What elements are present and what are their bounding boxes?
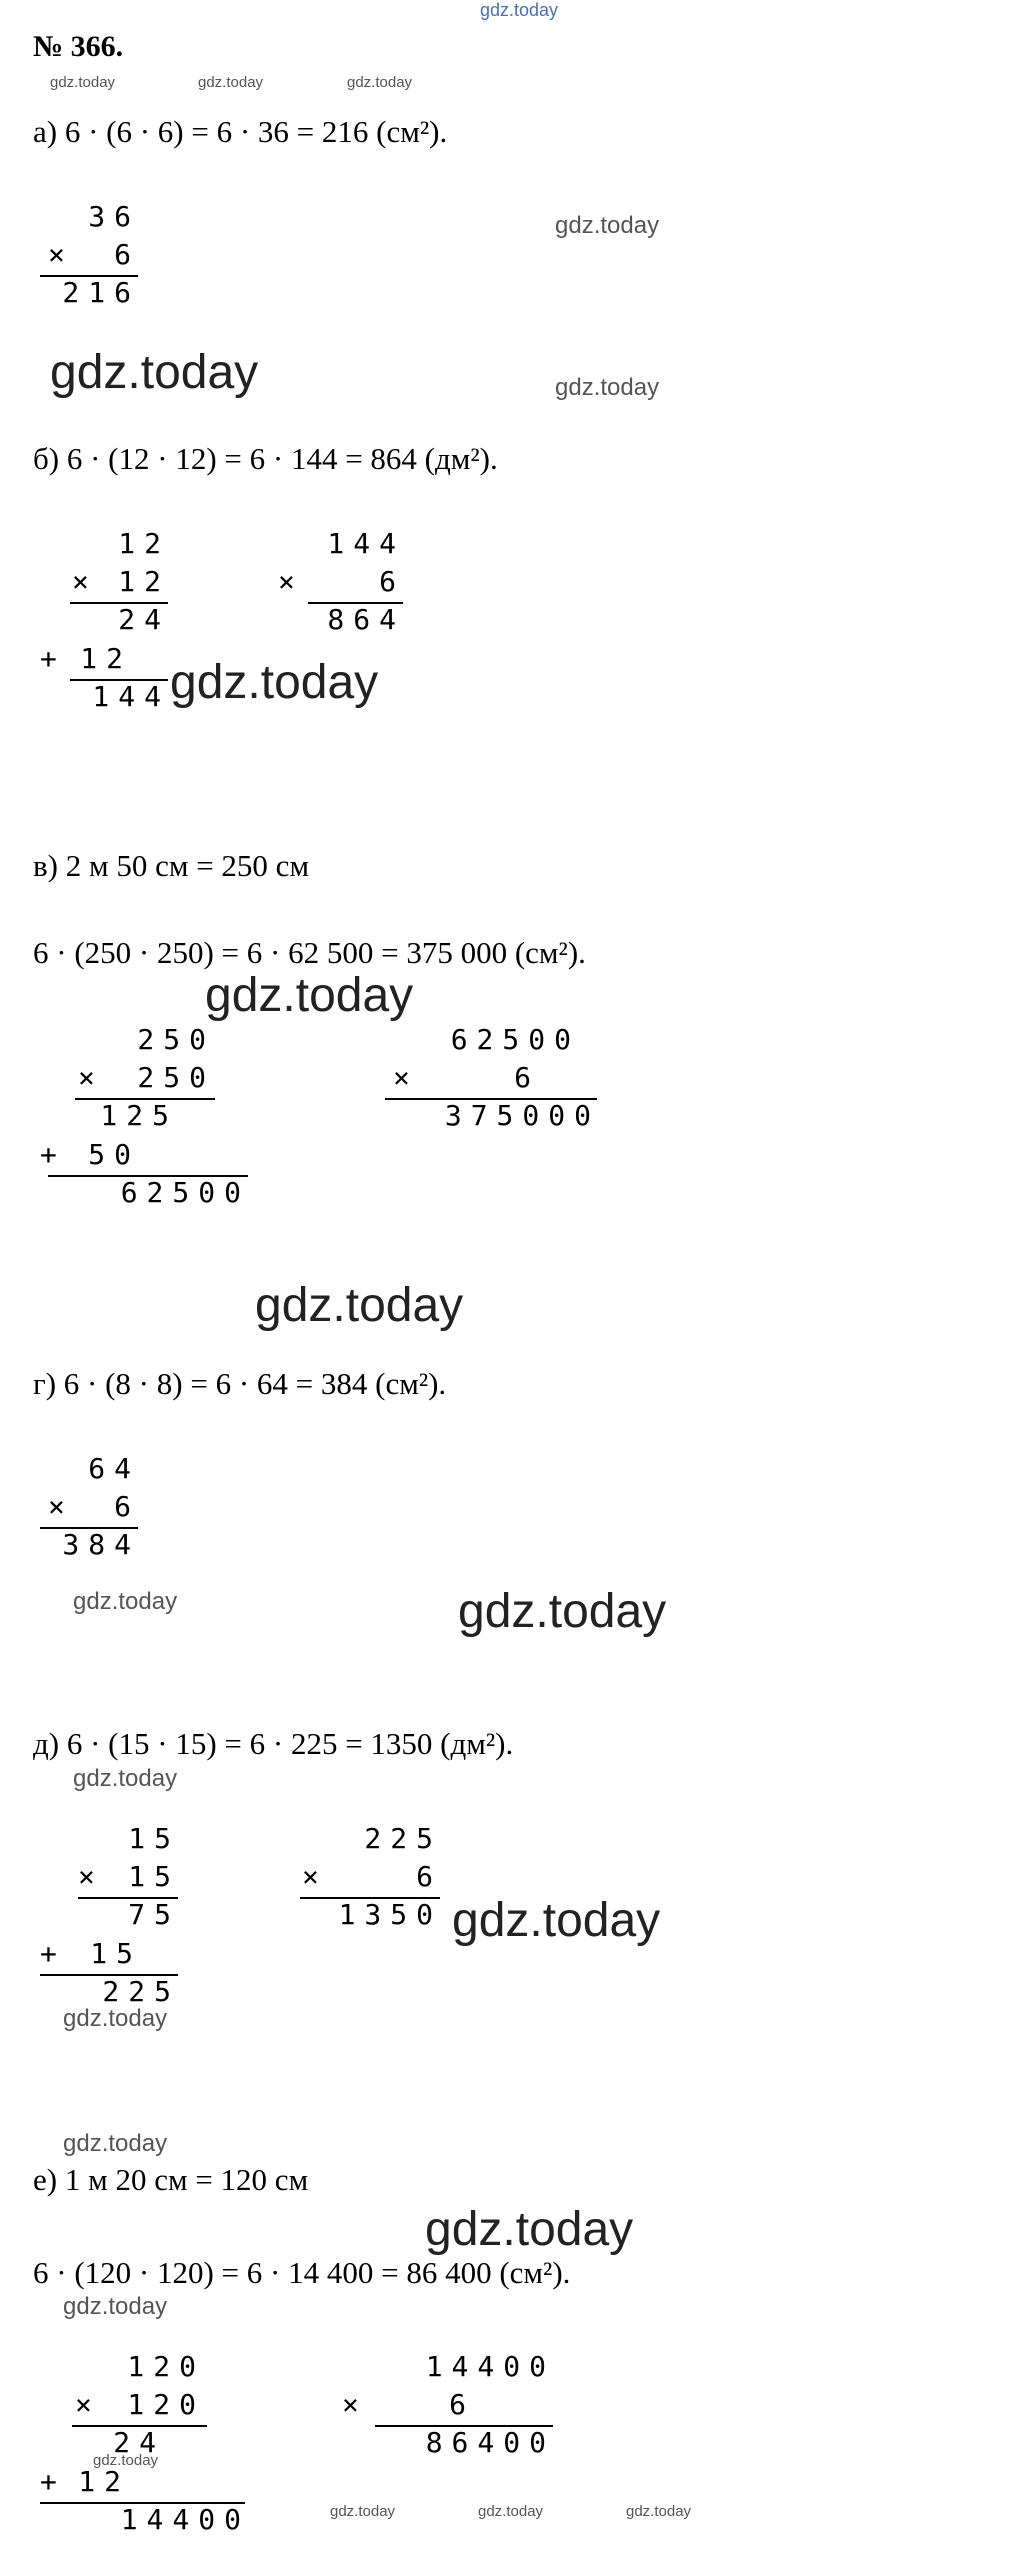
watermark: gdz.today [63,2293,168,2320]
watermark: gdz.today [50,74,116,91]
calc-result: 864 [327,603,405,636]
equation-g: г) 6 · (8 · 8) = 6 · 64 = 384 (см²). [33,1366,447,1401]
watermark: gdz.today [347,74,413,91]
calc-result: 384 [62,1528,140,1561]
calc-row: 15 [128,1822,180,1855]
calc-row: 15 [128,1860,180,1893]
calc-row: 144 [327,527,405,560]
watermark: gdz.today [255,1279,464,1332]
multiply-sign: × [48,238,65,271]
calc-b-1 [40,527,170,717]
watermark: gdz.today [50,346,259,399]
calc-row: 250 [137,1023,215,1056]
calc-partial: 15 [90,1937,142,1970]
line-e: е) 1 м 20 см = 120 см [33,2162,309,2197]
calc-partial: 12 [78,2465,130,2498]
calc-row: 12 [118,565,170,598]
calc-v-1 [40,1023,250,1218]
calc-row: 12 [118,527,170,560]
calc-result: 225 [102,1975,180,2008]
multiply-sign: × [302,1860,319,1893]
calc-d-2 [300,1822,442,1937]
calc-result: 62500 [120,1176,250,1209]
equation-v: 6 · (250 · 250) = 6 · 62 500 = 375 000 (см²). [33,935,586,970]
watermark: gdz.today [205,969,414,1022]
calc-row: 250 [137,1061,215,1094]
calc-partial: 24 [113,2426,165,2459]
calc-row: 64 [88,1452,140,1485]
calc-partial: 75 [128,1898,180,1931]
calc-row: 6 [449,2388,475,2421]
watermark: gdz.today [478,2503,544,2520]
watermark: gdz.today [626,2503,692,2520]
multiply-sign: × [75,2388,92,2421]
plus-sign: + [40,1138,57,1171]
calc-g [40,1452,140,1562]
calc-result: 216 [62,276,140,309]
calc-partial: 50 [88,1138,140,1171]
calc-row: 225 [364,1822,442,1855]
watermark: gdz.today [458,1585,667,1638]
watermark: gdz.today [63,2130,168,2157]
watermark: gdz.today [73,1588,178,1615]
watermark: gdz.today [198,74,264,91]
calc-row: 6 [416,1860,442,1893]
calc-row: 6 [114,238,140,271]
calc-partial: 12 [80,642,132,675]
watermark: gdz.today [555,212,660,239]
equation-b: б) 6 · (12 · 12) = 6 · 144 = 864 (дм²). [33,441,498,476]
multiply-sign: × [72,565,89,598]
watermark: gdz.today [170,656,379,709]
exercise-title: № 366. [33,30,124,63]
equation-a: а) 6 · (6 · 6) = 6 · 36 = 216 (см²). [33,114,448,149]
watermark: gdz.today [330,2503,396,2520]
multiply-sign: × [342,2388,359,2421]
watermark: gdz.today [73,1765,178,1792]
multiply-sign: × [48,1490,65,1523]
calc-row: 14400 [425,2350,555,2383]
watermark: gdz.today [93,2452,159,2469]
calc-row: 120 [127,2388,205,2421]
calc-a [40,200,140,310]
watermark: gdz.today [63,2005,168,2032]
equation-d: д) 6 · (15 · 15) = 6 · 225 = 1350 (дм²). [33,1726,514,1761]
calc-d-1 [40,1822,180,2012]
equation-e: 6 · (120 · 120) = 6 · 14 400 = 86 400 (см²). [33,2255,571,2290]
multiply-sign: × [393,1061,410,1094]
calc-result: 144 [92,680,170,713]
calc-row: 6 [514,1061,540,1094]
calc-result: 14400 [120,2503,250,2536]
calc-row: 120 [127,2350,205,2383]
calc-partial: 24 [118,603,170,636]
calc-result: 375000 [444,1099,600,1132]
calc-b-2 [270,527,405,642]
calc-result: 1350 [338,1898,442,1931]
calc-row: 6 [114,1490,140,1523]
header-watermark: gdz.today [480,0,559,20]
multiply-sign: × [78,1061,95,1094]
calc-e-2 [340,2350,555,2465]
watermark: gdz.today [555,374,660,401]
plus-sign: + [40,1937,57,1970]
calc-row: 62500 [450,1023,580,1056]
calc-e-1 [40,2350,250,2545]
multiply-sign: × [78,1860,95,1893]
plus-sign: + [40,642,57,675]
calc-v-2 [385,1023,600,1138]
multiply-sign: × [278,565,295,598]
calc-result: 86400 [425,2426,555,2459]
calc-row: 36 [88,200,140,233]
watermark: gdz.today [425,2203,634,2256]
watermark: gdz.today [452,1894,661,1947]
line-v: в) 2 м 50 см = 250 см [33,848,310,883]
calc-partial: 125 [100,1099,178,1132]
calc-row: 6 [379,565,405,598]
plus-sign: + [40,2465,57,2498]
